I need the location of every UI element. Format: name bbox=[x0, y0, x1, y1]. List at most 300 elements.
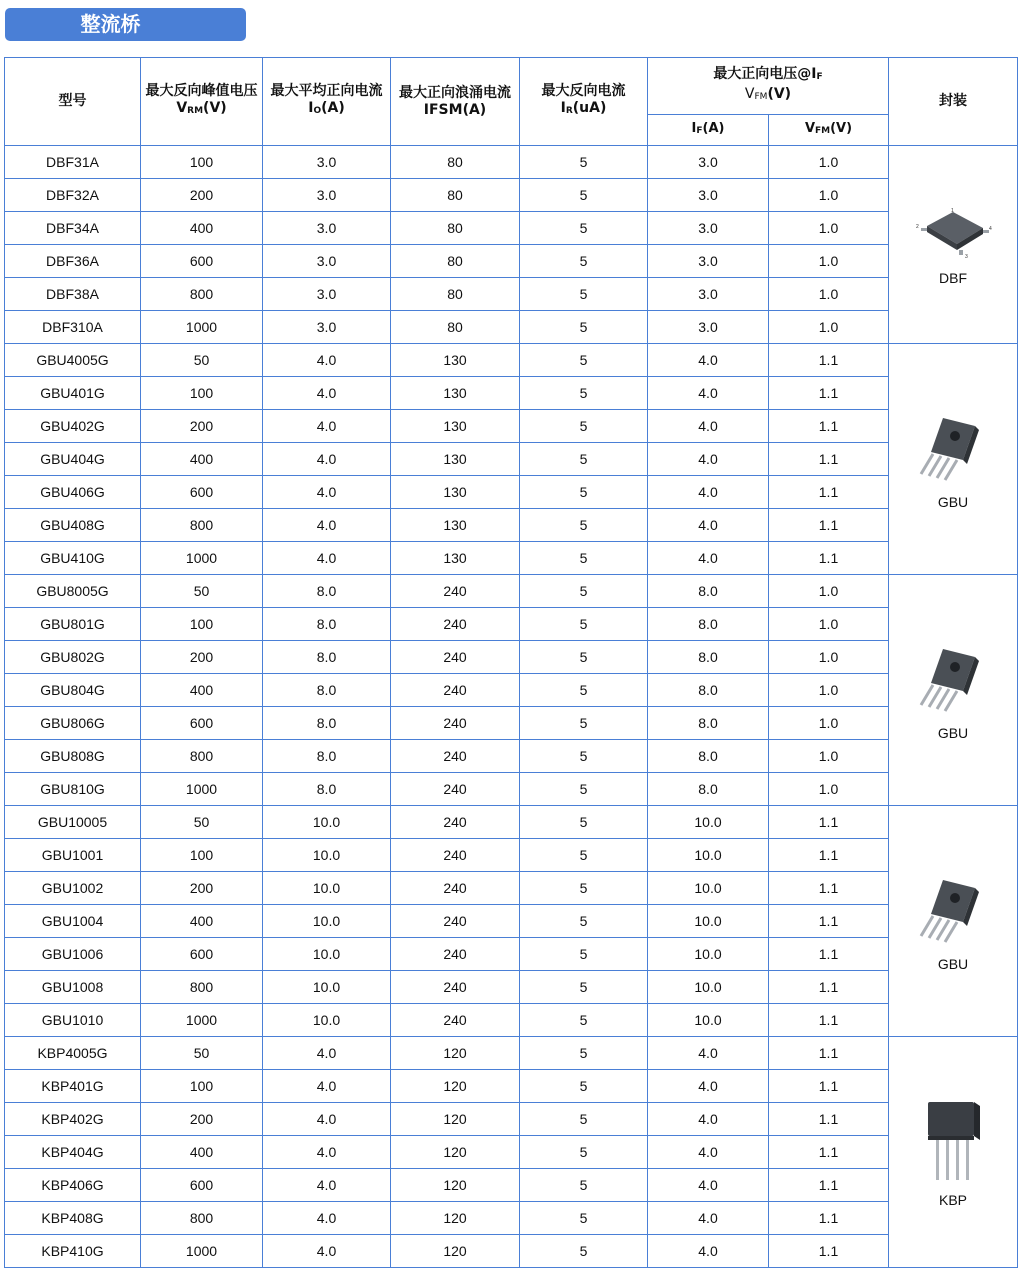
smd-bridge-icon bbox=[913, 204, 993, 264]
cell-vrm: 200 bbox=[141, 1103, 263, 1136]
table-row bbox=[5, 1037, 1018, 1070]
cell-model: GBU8005G bbox=[5, 575, 141, 608]
cell-if: 4.0 bbox=[648, 377, 769, 410]
cell-if: 8.0 bbox=[648, 575, 769, 608]
cell-io: 8.0 bbox=[263, 608, 391, 641]
table-header bbox=[5, 58, 1018, 146]
cell-if: 4.0 bbox=[648, 410, 769, 443]
cell-io: 4.0 bbox=[263, 344, 391, 377]
package-cell bbox=[889, 344, 1018, 575]
cell-model: DBF31A bbox=[5, 146, 141, 179]
cell-ifsm: 240 bbox=[391, 707, 520, 740]
cell-vrm: 1000 bbox=[141, 1004, 263, 1037]
cell-vfm: 1.0 bbox=[769, 707, 889, 740]
cell-if: 10.0 bbox=[648, 905, 769, 938]
table-row bbox=[5, 575, 1018, 608]
cell-model: GBU1008 bbox=[5, 971, 141, 1004]
table-row bbox=[5, 410, 1018, 443]
package-label: DBF bbox=[939, 269, 967, 286]
cell-model: KBP410G bbox=[5, 1235, 141, 1268]
header-ifsm: 最大正向浪涌电流 IFSM(A) bbox=[391, 58, 520, 146]
cell-if: 4.0 bbox=[648, 509, 769, 542]
cell-io: 8.0 bbox=[263, 707, 391, 740]
cell-if: 10.0 bbox=[648, 1004, 769, 1037]
cell-ir: 5 bbox=[520, 278, 648, 311]
table-row bbox=[5, 1235, 1018, 1268]
cell-model: GBU1006 bbox=[5, 938, 141, 971]
cell-if: 8.0 bbox=[648, 740, 769, 773]
table-row bbox=[5, 740, 1018, 773]
cell-vrm: 800 bbox=[141, 971, 263, 1004]
cell-ifsm: 120 bbox=[391, 1136, 520, 1169]
cell-vfm: 1.1 bbox=[769, 1202, 889, 1235]
cell-io: 8.0 bbox=[263, 641, 391, 674]
cell-ifsm: 240 bbox=[391, 839, 520, 872]
table-row bbox=[5, 971, 1018, 1004]
table-row bbox=[5, 509, 1018, 542]
cell-vfm: 1.1 bbox=[769, 839, 889, 872]
cell-vrm: 1000 bbox=[141, 773, 263, 806]
cell-vfm: 1.1 bbox=[769, 1037, 889, 1070]
header-if: $I_F(A)$ bbox=[648, 115, 769, 146]
cell-ifsm: 80 bbox=[391, 179, 520, 212]
table-row bbox=[5, 905, 1018, 938]
cell-vfm: 1.1 bbox=[769, 344, 889, 377]
cell-if: 4.0 bbox=[648, 476, 769, 509]
cell-if: 8.0 bbox=[648, 773, 769, 806]
section-title-tab bbox=[5, 8, 246, 41]
table-row bbox=[5, 1136, 1018, 1169]
table-row bbox=[5, 773, 1018, 806]
table-row bbox=[5, 179, 1018, 212]
cell-ifsm: 120 bbox=[391, 1037, 520, 1070]
cell-io: 4.0 bbox=[263, 1202, 391, 1235]
cell-vrm: 800 bbox=[141, 740, 263, 773]
cell-vfm: 1.0 bbox=[769, 740, 889, 773]
cell-ir: 5 bbox=[520, 443, 648, 476]
cell-if: 8.0 bbox=[648, 641, 769, 674]
cell-if: 8.0 bbox=[648, 608, 769, 641]
cell-vfm: 1.1 bbox=[769, 905, 889, 938]
package-cell bbox=[889, 806, 1018, 1037]
cell-ir: 5 bbox=[520, 971, 648, 1004]
cell-if: 4.0 bbox=[648, 1202, 769, 1235]
cell-ir: 5 bbox=[520, 773, 648, 806]
cell-if: 3.0 bbox=[648, 311, 769, 344]
header-ir: 最大反向电流 $I_R(uA)$ bbox=[520, 58, 648, 146]
cell-if: 4.0 bbox=[648, 443, 769, 476]
cell-model: GBU401G bbox=[5, 377, 141, 410]
svg-text:1: 1 bbox=[951, 207, 954, 214]
cell-io: 10.0 bbox=[263, 938, 391, 971]
cell-io: 4.0 bbox=[263, 377, 391, 410]
cell-vfm: 1.0 bbox=[769, 575, 889, 608]
cell-vfm: 1.1 bbox=[769, 443, 889, 476]
table-row bbox=[5, 311, 1018, 344]
cell-io: 3.0 bbox=[263, 245, 391, 278]
cell-ifsm: 240 bbox=[391, 608, 520, 641]
cell-io: 4.0 bbox=[263, 1037, 391, 1070]
table-row bbox=[5, 1169, 1018, 1202]
cell-ifsm: 240 bbox=[391, 773, 520, 806]
table-row bbox=[5, 806, 1018, 839]
cell-ir: 5 bbox=[520, 905, 648, 938]
cell-io: 3.0 bbox=[263, 311, 391, 344]
cell-model: GBU806G bbox=[5, 707, 141, 740]
cell-ifsm: 240 bbox=[391, 938, 520, 971]
cell-vrm: 50 bbox=[141, 344, 263, 377]
cell-vrm: 400 bbox=[141, 905, 263, 938]
cell-if: 3.0 bbox=[648, 146, 769, 179]
cell-model: GBU1002 bbox=[5, 872, 141, 905]
table-row bbox=[5, 542, 1018, 575]
cell-ir: 5 bbox=[520, 1103, 648, 1136]
cell-model: DBF38A bbox=[5, 278, 141, 311]
cell-vrm: 100 bbox=[141, 1070, 263, 1103]
cell-io: 8.0 bbox=[263, 674, 391, 707]
cell-ifsm: 130 bbox=[391, 443, 520, 476]
cell-model: GBU4005G bbox=[5, 344, 141, 377]
cell-vfm: 1.0 bbox=[769, 608, 889, 641]
cell-ir: 5 bbox=[520, 212, 648, 245]
cell-model: KBP408G bbox=[5, 1202, 141, 1235]
svg-text:4: 4 bbox=[989, 225, 992, 232]
cell-vfm: 1.1 bbox=[769, 1103, 889, 1136]
cell-ifsm: 130 bbox=[391, 377, 520, 410]
cell-ir: 5 bbox=[520, 608, 648, 641]
cell-ifsm: 130 bbox=[391, 410, 520, 443]
cell-model: GBU402G bbox=[5, 410, 141, 443]
table-row bbox=[5, 146, 1018, 179]
cell-vrm: 1000 bbox=[141, 1235, 263, 1268]
cell-ir: 5 bbox=[520, 344, 648, 377]
cell-if: 4.0 bbox=[648, 542, 769, 575]
cell-io: 10.0 bbox=[263, 872, 391, 905]
cell-if: 3.0 bbox=[648, 212, 769, 245]
cell-ir: 5 bbox=[520, 311, 648, 344]
cell-model: GBU810G bbox=[5, 773, 141, 806]
cell-ifsm: 240 bbox=[391, 1004, 520, 1037]
cell-vrm: 600 bbox=[141, 476, 263, 509]
cell-vfm: 1.0 bbox=[769, 773, 889, 806]
cell-if: 4.0 bbox=[648, 1070, 769, 1103]
cell-ifsm: 80 bbox=[391, 146, 520, 179]
cell-if: 10.0 bbox=[648, 839, 769, 872]
cell-if: 3.0 bbox=[648, 278, 769, 311]
cell-model: DBF34A bbox=[5, 212, 141, 245]
cell-io: 10.0 bbox=[263, 905, 391, 938]
cell-model: GBU1004 bbox=[5, 905, 141, 938]
cell-model: DBF310A bbox=[5, 311, 141, 344]
cell-ir: 5 bbox=[520, 1235, 648, 1268]
cell-vfm: 1.0 bbox=[769, 311, 889, 344]
cell-ir: 5 bbox=[520, 575, 648, 608]
kbp-bridge-icon bbox=[918, 1096, 988, 1186]
cell-ir: 5 bbox=[520, 872, 648, 905]
cell-io: 4.0 bbox=[263, 1103, 391, 1136]
table-body bbox=[5, 146, 1018, 1268]
cell-vfm: 1.0 bbox=[769, 179, 889, 212]
cell-io: 4.0 bbox=[263, 476, 391, 509]
table-row bbox=[5, 839, 1018, 872]
cell-ir: 5 bbox=[520, 1202, 648, 1235]
cell-ir: 5 bbox=[520, 1136, 648, 1169]
cell-vfm: 1.0 bbox=[769, 674, 889, 707]
cell-ir: 5 bbox=[520, 542, 648, 575]
cell-vfm: 1.0 bbox=[769, 278, 889, 311]
cell-vfm: 1.1 bbox=[769, 806, 889, 839]
cell-model: KBP406G bbox=[5, 1169, 141, 1202]
cell-vfm: 1.1 bbox=[769, 542, 889, 575]
cell-ir: 5 bbox=[520, 179, 648, 212]
cell-vrm: 50 bbox=[141, 575, 263, 608]
cell-if: 4.0 bbox=[648, 1235, 769, 1268]
cell-vrm: 400 bbox=[141, 674, 263, 707]
cell-io: 10.0 bbox=[263, 1004, 391, 1037]
cell-vrm: 400 bbox=[141, 1136, 263, 1169]
cell-vfm: 1.1 bbox=[769, 509, 889, 542]
cell-vrm: 200 bbox=[141, 410, 263, 443]
cell-if: 10.0 bbox=[648, 872, 769, 905]
gbu-bridge-icon bbox=[913, 408, 993, 488]
cell-model: GBU1001 bbox=[5, 839, 141, 872]
cell-model: GBU808G bbox=[5, 740, 141, 773]
cell-vrm: 1000 bbox=[141, 311, 263, 344]
cell-ir: 5 bbox=[520, 410, 648, 443]
table-row bbox=[5, 278, 1018, 311]
cell-io: 4.0 bbox=[263, 542, 391, 575]
cell-ifsm: 240 bbox=[391, 674, 520, 707]
cell-vrm: 800 bbox=[141, 278, 263, 311]
cell-ir: 5 bbox=[520, 938, 648, 971]
table-row bbox=[5, 443, 1018, 476]
cell-ifsm: 120 bbox=[391, 1070, 520, 1103]
cell-ifsm: 130 bbox=[391, 509, 520, 542]
table-row bbox=[5, 1103, 1018, 1136]
table-row bbox=[5, 1004, 1018, 1037]
cell-vrm: 50 bbox=[141, 1037, 263, 1070]
package-label: GBU bbox=[937, 956, 969, 972]
cell-ir: 5 bbox=[520, 806, 648, 839]
cell-vfm: 1.1 bbox=[769, 377, 889, 410]
cell-vrm: 100 bbox=[141, 608, 263, 641]
cell-model: DBF36A bbox=[5, 245, 141, 278]
package-cell bbox=[889, 146, 1018, 344]
cell-ifsm: 120 bbox=[391, 1235, 520, 1268]
cell-model: GBU410G bbox=[5, 542, 141, 575]
cell-ir: 5 bbox=[520, 476, 648, 509]
cell-if: 10.0 bbox=[648, 938, 769, 971]
cell-model: DBF32A bbox=[5, 179, 141, 212]
header-vfm-group: 最大正向电压$@I_F$ $V_{FM}(V)$ bbox=[648, 58, 889, 115]
cell-vrm: 600 bbox=[141, 245, 263, 278]
table-row bbox=[5, 245, 1018, 278]
cell-ifsm: 130 bbox=[391, 476, 520, 509]
cell-ir: 5 bbox=[520, 245, 648, 278]
cell-if: 10.0 bbox=[648, 971, 769, 1004]
svg-text:2: 2 bbox=[916, 223, 919, 230]
cell-io: 4.0 bbox=[263, 1169, 391, 1202]
cell-io: 4.0 bbox=[263, 1070, 391, 1103]
gbu-bridge-icon bbox=[913, 870, 993, 950]
cell-vfm: 1.1 bbox=[769, 938, 889, 971]
table-row bbox=[5, 872, 1018, 905]
cell-io: 3.0 bbox=[263, 278, 391, 311]
cell-io: 3.0 bbox=[263, 179, 391, 212]
cell-if: 4.0 bbox=[648, 1037, 769, 1070]
package-label: KBP bbox=[938, 1192, 967, 1208]
package-label: GBU bbox=[937, 494, 969, 510]
header-io: 最大平均正向电流 $I_O(A)$ bbox=[263, 58, 391, 146]
cell-io: 4.0 bbox=[263, 443, 391, 476]
cell-io: 10.0 bbox=[263, 971, 391, 1004]
cell-io: 8.0 bbox=[263, 773, 391, 806]
cell-vrm: 1000 bbox=[141, 542, 263, 575]
cell-vfm: 1.1 bbox=[769, 1235, 889, 1268]
cell-ifsm: 240 bbox=[391, 905, 520, 938]
cell-model: GBU804G bbox=[5, 674, 141, 707]
table-row bbox=[5, 608, 1018, 641]
cell-io: 4.0 bbox=[263, 1136, 391, 1169]
cell-io: 3.0 bbox=[263, 146, 391, 179]
cell-vrm: 200 bbox=[141, 641, 263, 674]
cell-io: 3.0 bbox=[263, 212, 391, 245]
cell-if: 4.0 bbox=[648, 344, 769, 377]
cell-vfm: 1.1 bbox=[769, 410, 889, 443]
table-row bbox=[5, 476, 1018, 509]
table-row bbox=[5, 344, 1018, 377]
cell-if: 3.0 bbox=[648, 245, 769, 278]
cell-ir: 5 bbox=[520, 641, 648, 674]
header-model: 型号 bbox=[5, 58, 141, 146]
cell-model: KBP4005G bbox=[5, 1037, 141, 1070]
cell-ir: 5 bbox=[520, 1004, 648, 1037]
cell-vfm: 1.0 bbox=[769, 146, 889, 179]
cell-ir: 5 bbox=[520, 146, 648, 179]
package-cell bbox=[889, 1037, 1018, 1268]
cell-model: KBP402G bbox=[5, 1103, 141, 1136]
cell-vrm: 600 bbox=[141, 707, 263, 740]
cell-model: GBU1010 bbox=[5, 1004, 141, 1037]
cell-vfm: 1.1 bbox=[769, 476, 889, 509]
cell-vfm: 1.1 bbox=[769, 1004, 889, 1037]
cell-model: KBP404G bbox=[5, 1136, 141, 1169]
cell-io: 8.0 bbox=[263, 740, 391, 773]
cell-model: GBU404G bbox=[5, 443, 141, 476]
cell-ifsm: 240 bbox=[391, 740, 520, 773]
cell-vfm: 1.1 bbox=[769, 1070, 889, 1103]
cell-vrm: 800 bbox=[141, 1202, 263, 1235]
cell-vrm: 800 bbox=[141, 509, 263, 542]
cell-io: 10.0 bbox=[263, 839, 391, 872]
cell-vrm: 400 bbox=[141, 212, 263, 245]
cell-io: 4.0 bbox=[263, 410, 391, 443]
table-row bbox=[5, 1070, 1018, 1103]
cell-vrm: 400 bbox=[141, 443, 263, 476]
cell-ifsm: 120 bbox=[391, 1103, 520, 1136]
cell-ir: 5 bbox=[520, 377, 648, 410]
cell-vrm: 100 bbox=[141, 839, 263, 872]
table-row bbox=[5, 707, 1018, 740]
gbu-bridge-icon bbox=[913, 639, 993, 719]
cell-io: 4.0 bbox=[263, 509, 391, 542]
table-row bbox=[5, 1202, 1018, 1235]
section-title: 整流桥 bbox=[80, 12, 141, 36]
cell-ifsm: 80 bbox=[391, 245, 520, 278]
package-label: GBU bbox=[937, 725, 969, 741]
svg-text:3: 3 bbox=[965, 253, 968, 260]
cell-ir: 5 bbox=[520, 509, 648, 542]
rectifier-bridge-table bbox=[4, 57, 1018, 1268]
cell-ifsm: 120 bbox=[391, 1169, 520, 1202]
cell-vfm: 1.0 bbox=[769, 641, 889, 674]
cell-ir: 5 bbox=[520, 1169, 648, 1202]
cell-ifsm: 120 bbox=[391, 1202, 520, 1235]
table-row bbox=[5, 212, 1018, 245]
cell-vrm: 200 bbox=[141, 179, 263, 212]
cell-ifsm: 130 bbox=[391, 344, 520, 377]
cell-ir: 5 bbox=[520, 1070, 648, 1103]
table-row bbox=[5, 641, 1018, 674]
cell-if: 3.0 bbox=[648, 179, 769, 212]
cell-if: 4.0 bbox=[648, 1136, 769, 1169]
header-package: 封装 bbox=[889, 58, 1018, 146]
cell-ir: 5 bbox=[520, 839, 648, 872]
cell-ifsm: 240 bbox=[391, 575, 520, 608]
header-vfm: $V_{FM}(V)$ bbox=[769, 115, 889, 146]
cell-vfm: 1.0 bbox=[769, 245, 889, 278]
cell-if: 8.0 bbox=[648, 707, 769, 740]
cell-ifsm: 80 bbox=[391, 212, 520, 245]
cell-model: GBU408G bbox=[5, 509, 141, 542]
cell-ir: 5 bbox=[520, 707, 648, 740]
cell-ifsm: 80 bbox=[391, 278, 520, 311]
table-row bbox=[5, 674, 1018, 707]
cell-vrm: 600 bbox=[141, 1169, 263, 1202]
cell-vrm: 100 bbox=[141, 377, 263, 410]
cell-vrm: 50 bbox=[141, 806, 263, 839]
table-row bbox=[5, 377, 1018, 410]
cell-vfm: 1.1 bbox=[769, 971, 889, 1004]
cell-model: KBP401G bbox=[5, 1070, 141, 1103]
cell-vfm: 1.1 bbox=[769, 1136, 889, 1169]
cell-ir: 5 bbox=[520, 1037, 648, 1070]
cell-if: 4.0 bbox=[648, 1169, 769, 1202]
cell-ifsm: 80 bbox=[391, 311, 520, 344]
cell-ifsm: 240 bbox=[391, 806, 520, 839]
cell-ifsm: 240 bbox=[391, 641, 520, 674]
cell-vfm: 1.0 bbox=[769, 212, 889, 245]
cell-vrm: 100 bbox=[141, 146, 263, 179]
header-vrm: 最大反向峰值电压 $V_{RM}(V)$ bbox=[141, 58, 263, 146]
cell-ir: 5 bbox=[520, 674, 648, 707]
cell-vfm: 1.1 bbox=[769, 872, 889, 905]
cell-model: GBU406G bbox=[5, 476, 141, 509]
cell-io: 8.0 bbox=[263, 575, 391, 608]
cell-model: GBU802G bbox=[5, 641, 141, 674]
cell-if: 4.0 bbox=[648, 1103, 769, 1136]
package-cell bbox=[889, 575, 1018, 806]
cell-io: 4.0 bbox=[263, 1235, 391, 1268]
cell-vfm: 1.1 bbox=[769, 1169, 889, 1202]
table-row bbox=[5, 938, 1018, 971]
cell-ifsm: 240 bbox=[391, 971, 520, 1004]
cell-vrm: 200 bbox=[141, 872, 263, 905]
cell-ifsm: 130 bbox=[391, 542, 520, 575]
cell-model: GBU801G bbox=[5, 608, 141, 641]
cell-io: 10.0 bbox=[263, 806, 391, 839]
cell-model: GBU10005 bbox=[5, 806, 141, 839]
